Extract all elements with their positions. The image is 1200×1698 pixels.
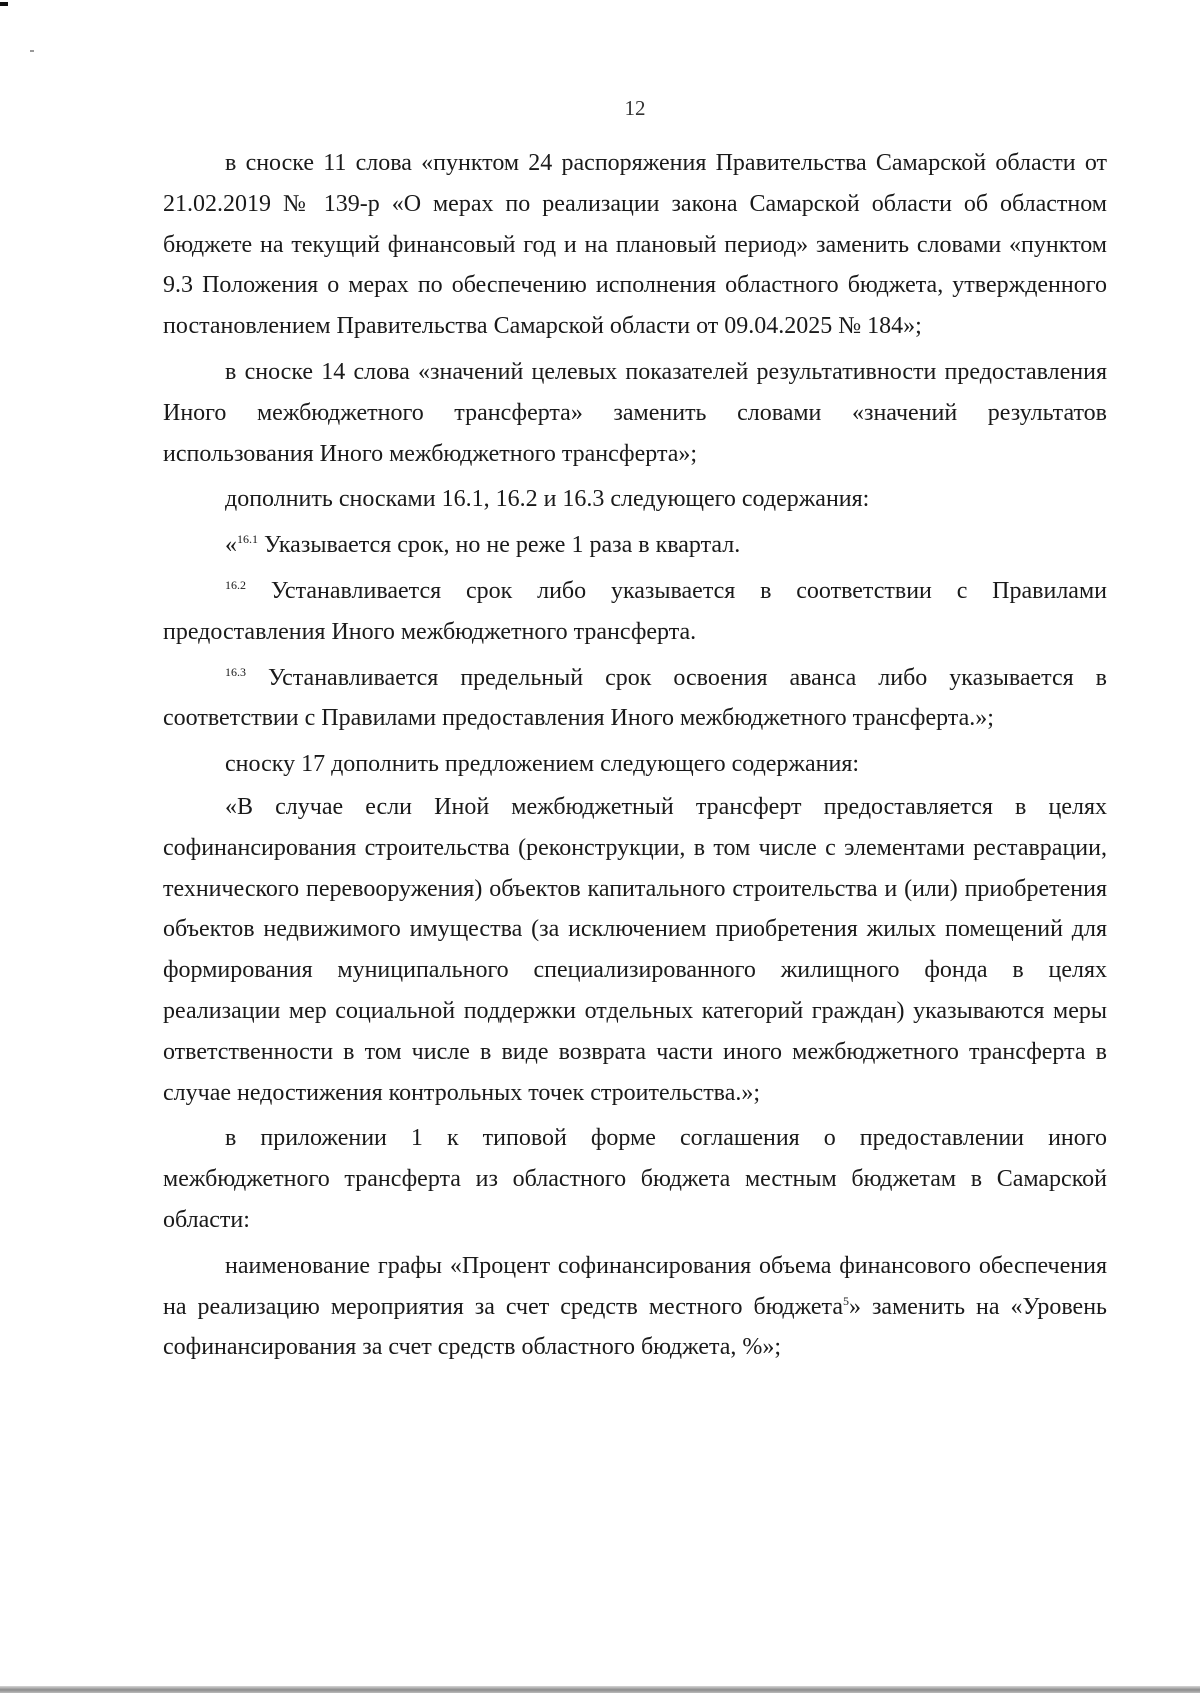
paragraph-column-rename — [163, 1246, 1107, 1368]
paragraph-footnote-17: сноску 17 дополнить предложением следующего содержания: — [225, 751, 860, 778]
footnote-16-3 — [163, 658, 1107, 740]
scan-speck — [30, 50, 34, 52]
footnote-text: Указывается срок, но не реже 1 раза в квартал. — [258, 532, 741, 559]
paragraph-footnote-11: в сноске 11 слова «пунктом 24 распоряжения Правительства Самарской области от 21.02.2019 № 139-р «О мерах по реализации закона Самарской области об областном бюджете на текущий финансовый год и на плановый период» заменить словами «пунктом 9.3 Положения о мерах по обеспечению исполнения областного бюджета, утвержденного постановлением Правительства Самарской области от 09.04.2025 № 184»; — [163, 150, 1107, 340]
footnote-text: Устанавливается срок либо указывается в соответствии с Правилами предоставления Иного межбюджетного трансферта. — [163, 577, 1107, 645]
footnote-16-2 — [163, 571, 1107, 653]
column-rename-text: наименование графы «Процент софинансирования объема финансового обеспечения на реализацию мероприятия за счет средств местного бюджета — [163, 1252, 1107, 1320]
document-body — [163, 143, 1107, 1368]
page-number: 12 — [624, 96, 646, 120]
column-rename-text-end: » заменить на «Уровень софинансирования за счет средств областного бюджета, %»; — [163, 1293, 1107, 1361]
paragraph-footnote-17-text: «В случае если Иной межбюджетный трансферт предоставляется в целях софинансирования строительства (реконструкции, в том числе с элементами реставрации, технического перевооружения) объектов капитального строительства и (или) приобретения объектов недвижимого имущества (за исключением приобретения жилых помещений для формирования муниципального специализированного жилищного фонда в целях реализации мер социальной поддержки отдельных категорий граждан) указываются меры ответственности в том числе в виде возврата части иного межбюджетного трансферта в случае недостижения контрольных точек строительства.»; — [163, 793, 1107, 1106]
footnote-number: 16.1 — [237, 532, 258, 547]
paragraph-footnote-14: в сноске 14 слова «значений целевых показателей результативности предоставления Иного межбюджетного трансферта» заменить словами «значений результатов использования Иного межбюджетного трансферта»; — [163, 358, 1107, 467]
footnote-16-1 — [163, 525, 1107, 566]
footnote-number: 16.3 — [225, 664, 246, 679]
paragraph-appendix-1: в приложении 1 к типовой форме соглашения о предоставлении иного межбюджетного трансферта из областного бюджета местным бюджетам в Самарской области: — [163, 1125, 1107, 1233]
scan-corner-mark — [0, 2, 8, 6]
paragraph-add-footnotes: дополнить сносками 16.1, 16.2 и 16.3 следующего содержания: — [225, 486, 870, 513]
footnote-reference: 5 — [842, 1293, 849, 1308]
footnote-number: 16.2 — [225, 577, 246, 592]
scan-bottom-edge — [0, 1686, 1200, 1693]
footnote-quote: « — [225, 532, 237, 559]
footnote-text: Устанавливается предельный срок освоения аванса либо указывается в соответствии с Правилами предоставления Иного межбюджетного трансферта.»; — [163, 664, 1107, 732]
